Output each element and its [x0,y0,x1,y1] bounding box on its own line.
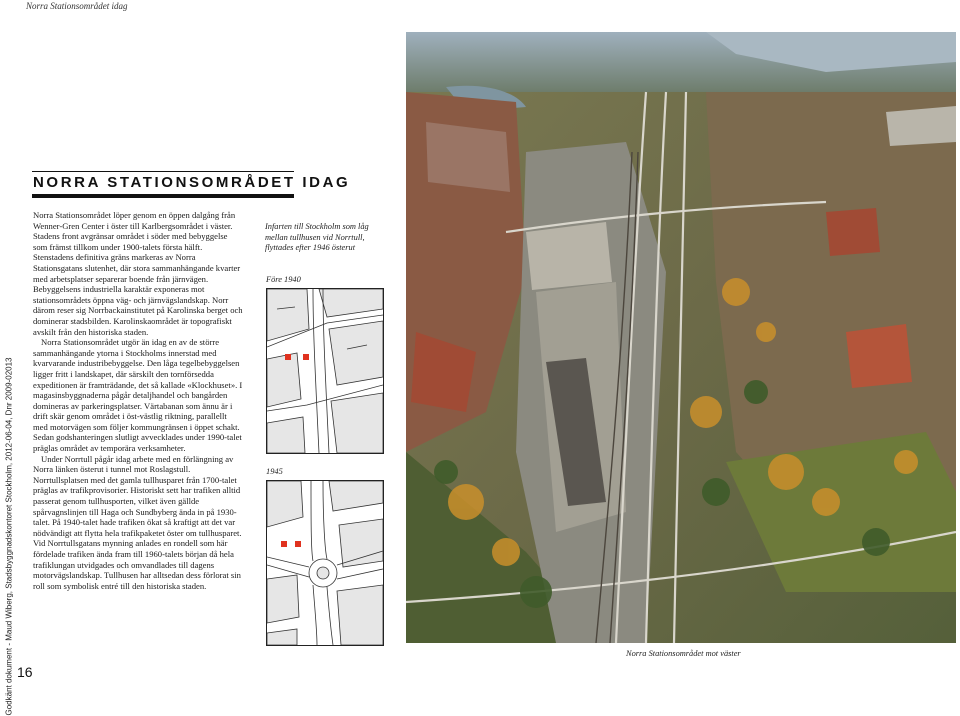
running-head: Norra Stationsområdet idag [26,1,128,11]
street-plan-1945 [267,481,383,645]
map-label-before-1940: Före 1940 [266,275,301,284]
section-title: NORRA STATIONSOMRÅDET IDAG [33,174,351,191]
street-plan-before-1940 [267,289,383,453]
caption-infarten: Infarten till Stockholm som låg mellan tullhusen vid Norrtull, flyttades efter 1946 österut [265,222,369,253]
map-1945 [266,480,384,646]
tollhouse-marker [295,541,301,547]
document-approval-stamp: Godkänt dokument - Maud Wiberg, Stadsbyggnadskontoret Stockholm, 2012-06-04, Dnr 2009-02013 [4,357,14,716]
aerial-photo-illustration [406,32,956,643]
tollhouse-marker [303,354,309,360]
title-rule-bottom [32,194,294,198]
tollhouse-marker [285,354,291,360]
aerial-photo [406,32,956,643]
body-text-column [33,210,243,591]
page-number: 16 [17,664,33,680]
map-before-1940 [266,288,384,454]
title-rule-top [32,171,294,172]
body-paragraph: Norra Stationsområdet löper genom en öppen dalgång från Wenner-Gren Center i öster till Karlbergsområdet i väster. Stadens front avgränsar området i söder med bebyggelse som främst tillkom under 1900-talets första hälft. Stenstadens definitiva gräns markeras av Norra Stationsgatans slutenhet, där stora sammanhängande kvarter med arbetsplatser separerar boende från järnvägen. Bebyggelsens industriella karaktär exponeras mot stationsområdets öppna väg- och järnvägslandskap. Norr därom reser sig Norrbackainstitutet på Karolinska berget och dominerar stadsbilden. Karolinskaområdet är topografiskt avskilt från den historiska staden. [33,210,243,337]
map-label-1945: 1945 [266,467,283,476]
body-paragraph: Under Norrtull pågår idag arbete med en förlängning av Norra länken österut i tunnel mot Roslagstull. Norrtullsplatsen med det gamla tullhusparet från 1700-talet präglas av trafikprovisorier. Historiskt sett har trafiken alltid passerat genom tullhusporten, vilket även gällde spårvagnslinjen till Haga och Sundbyberg ända in på 1930-talet. På 1940-talet hade trafiken ökat så kraftigt att det var nödvändigt att flytta hela trafikpaketet öster om tullhusparet. Vid Norrtullsgatans mynning anlades en rondell som här fördelade trafiken ända fram till 1960-talets början då hela trafiklungan utvidgades och omvandlades till dagens motorvägslandskap. Tullhusen har alltsedan dess förlorat sin roll som symbolisk entré till den historiska staden. [33,453,242,591]
body-paragraph: Norra Stationsområdet utgör än idag en av de större sammanhängande ytorna i Stockholms innerstad med kvarvarande industribebyggelse. Den låga tegelbebyggelsen ligger fritt i landskapet, där särskilt den tornförsedda expeditionen är framträdande, det så kallade «Klockhuset». I magasinsbyggnaderna pågår detaljhandel och bangården domineras av parkeringsplatser. Värtabanan som ännu är i drift skär genom området i öst-västlig riktning, parallellt med motorvägen som följer kommungränsen i öppet schakt. Sedan godshanteringen slutligt avvecklades under 1990-talet präglas området av temporära verksamheter. [33,337,243,454]
photo-caption: Norra Stationsområdet mot väster [626,649,741,658]
tollhouse-marker [281,541,287,547]
